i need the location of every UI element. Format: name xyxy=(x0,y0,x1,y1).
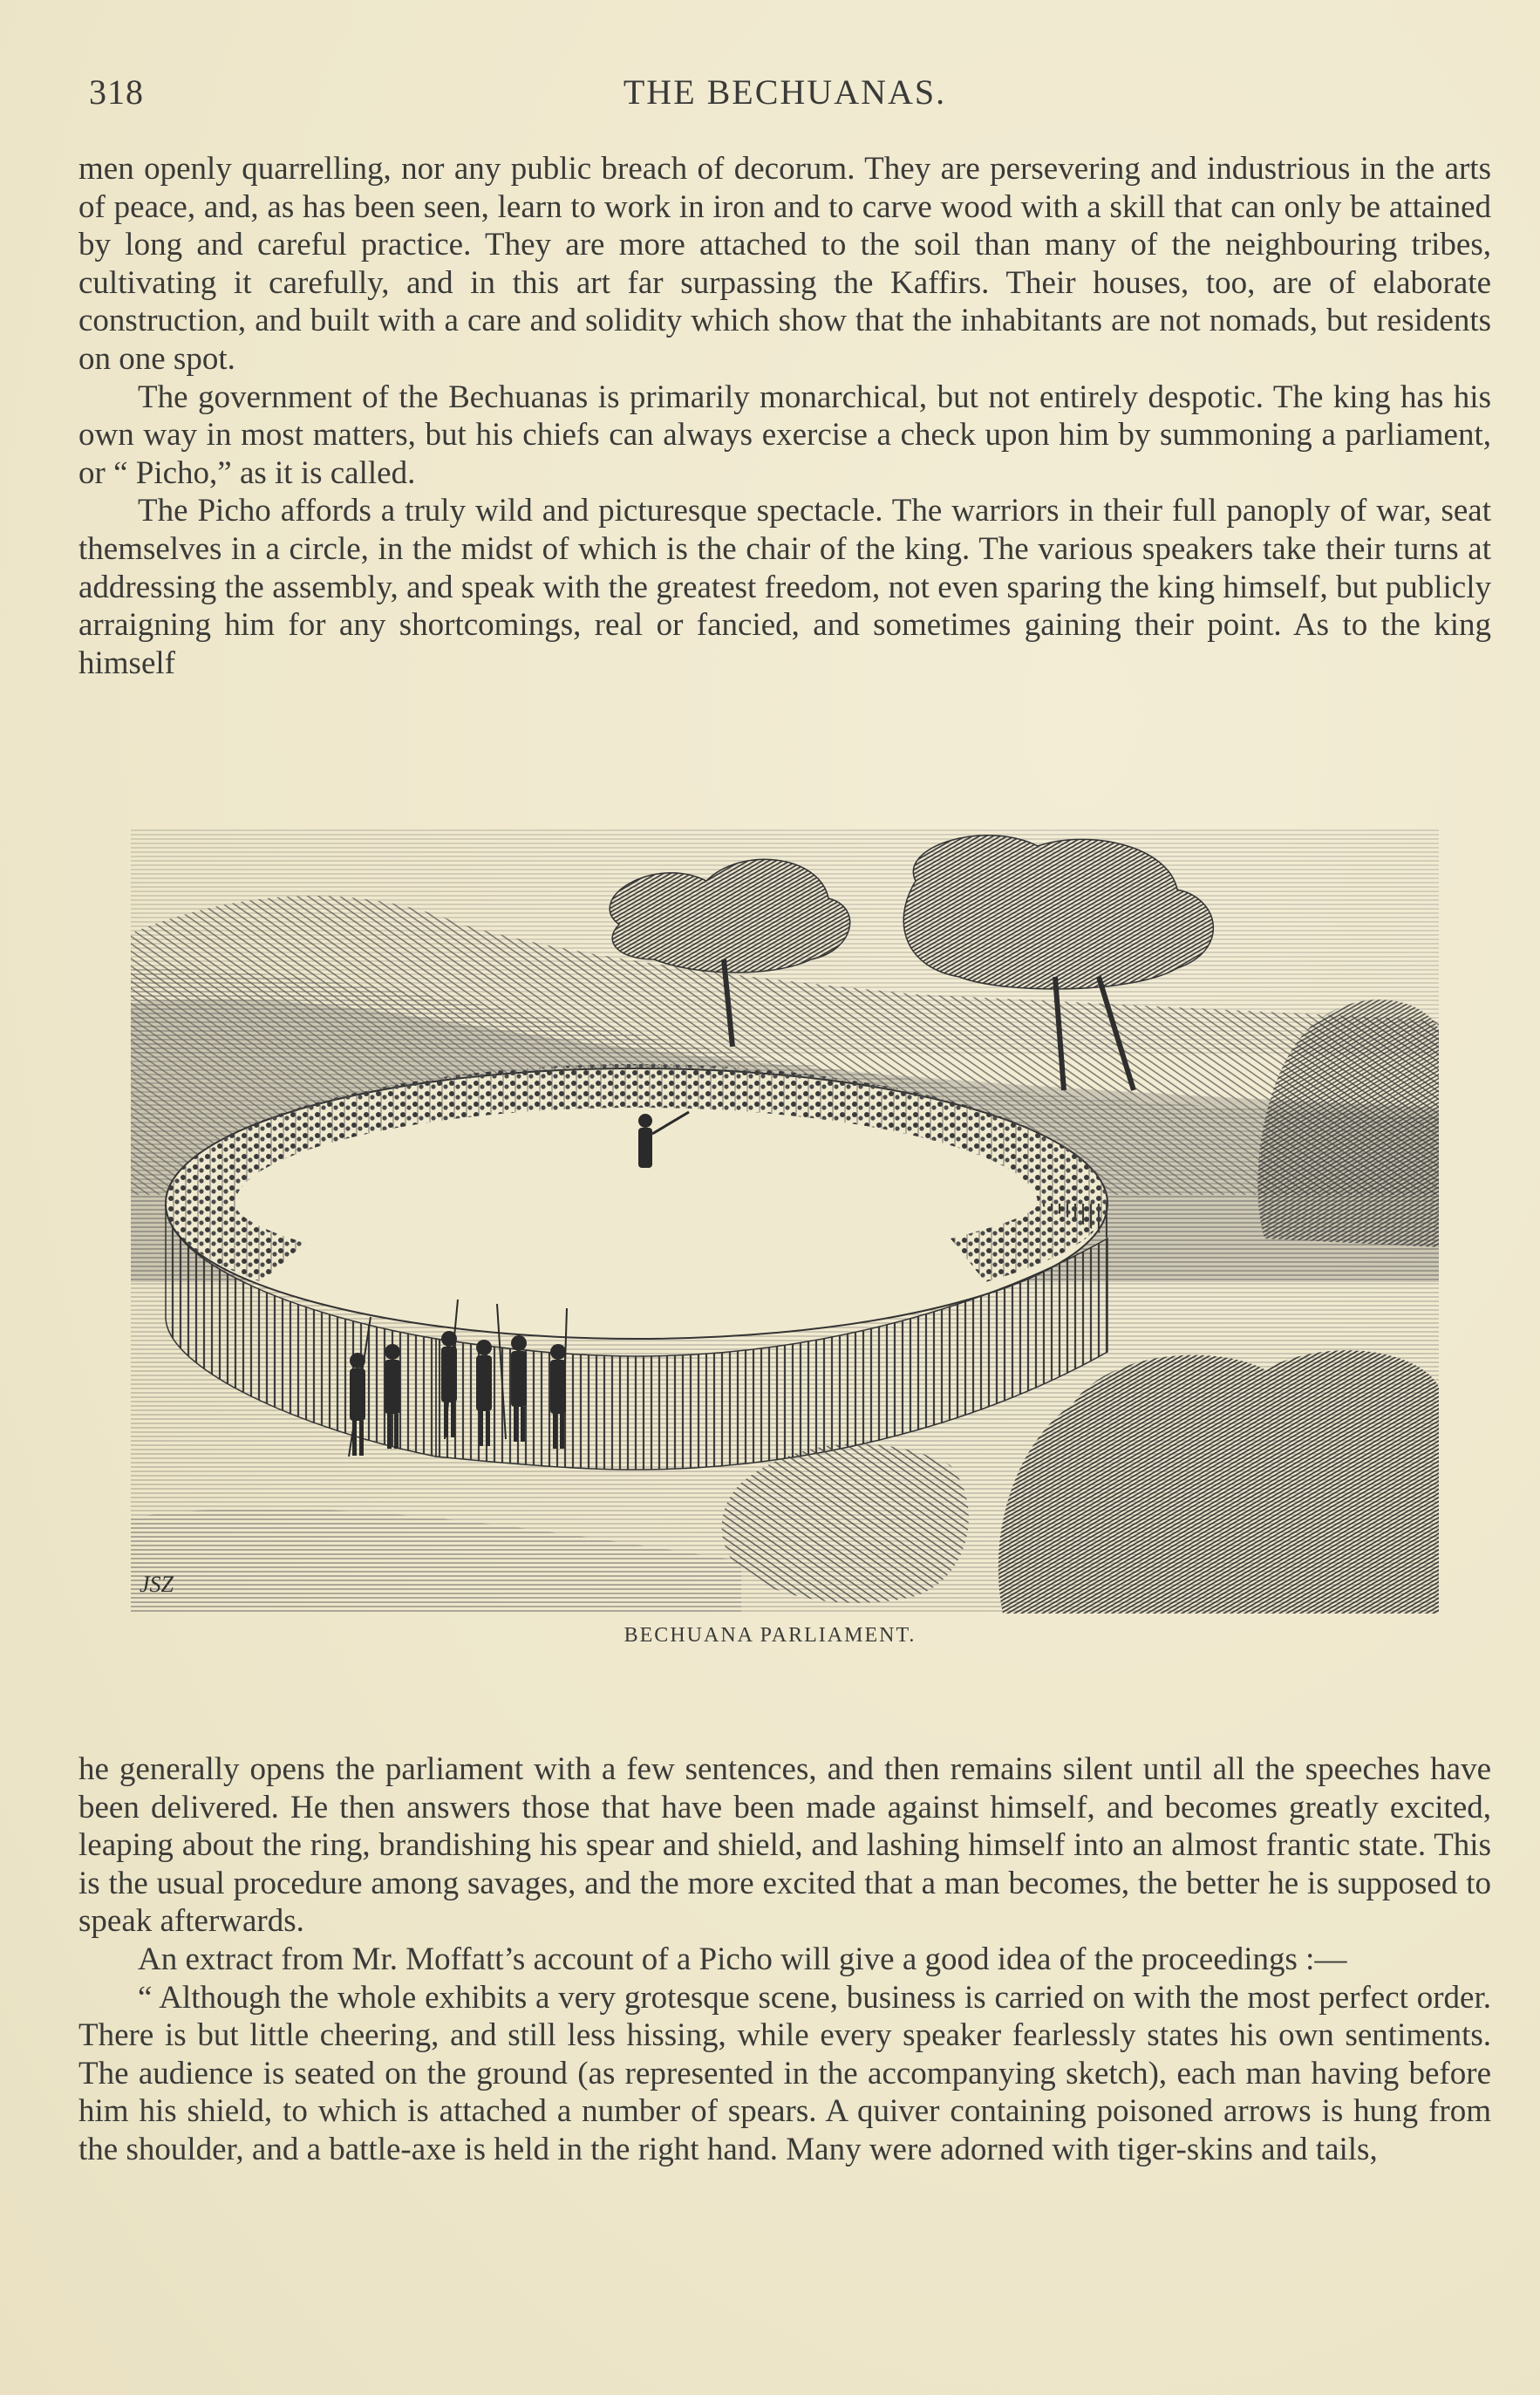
running-head xyxy=(78,72,1491,124)
paragraph: An extract from Mr. Moffatt’s account of a Picho will give a good idea of the proceedings :— xyxy=(138,1941,1347,1977)
engraver-signature: JSZ xyxy=(140,1572,174,1597)
paragraph: “ Although the whole exhibits a very grotesque scene, business is carried on with the most perfect order. There is but little cheering, and still less hissing, while every speaker fearlessly states his own sentiments. The audience is seated on the ground (as represented in the accompanying sketch), each man having before him his shield, to which is attached a number of spears. A quiver containing poisoned arrows is hung from the shoulder, and a battle-axe is held in the right hand. Many were adorned with tiger-skins and tails, xyxy=(78,1979,1491,2167)
paragraph: The government of the Bechuanas is primarily monarchical, but not entirely despotic. The king has his own way in most matters, but his chiefs can always exercise a check upon him by summoning a parliament, or “ Picho,” as it is called. xyxy=(78,379,1491,491)
text-block-top xyxy=(78,150,1491,682)
paragraph: he generally opens the parliament with a few sentences, and then remains silent until all the speeches have been delivered. He then answers those that have been made against himself, and becomes greatly excited, leaping about the ring, brandishing his spear and shield, and lashing himself into an almost frantic state. This is the usual procedure among savages, and the more excited that a man becomes, the better he is supposed to speak afterwards. xyxy=(78,1751,1491,1940)
engraving-illustration xyxy=(131,829,1439,1614)
running-title: THE BECHUANAS. xyxy=(623,72,947,112)
page-number: 318 xyxy=(89,72,144,112)
text-block-bottom xyxy=(78,1750,1491,2169)
paragraph: The Picho affords a truly wild and picturesque spectacle. The warriors in their full panoply of war, seat themselves in a circle, in the midst of which is the chair of the king. The various speakers take their turns at addressing the assembly, and speak with the greatest freedom, not even sparing the king himself, but publicly arraigning him for any shortcomings, real or fancied, and sometimes gaining their point. As to the king himself xyxy=(78,493,1491,681)
paragraph: men openly quarrelling, nor any public breach of decorum. They are persevering and industrious in the arts of peace, and, as has been seen, learn to work in iron and to carve wood with a skill that can only be attained by long and careful practice. They are more attached to the soil than many of the neighbouring tribes, cultivating it carefully, and in this art far surpassing the Kaffirs. Their houses, too, are of elaborate construction, and built with a care and solidity which show that the inhabitants are not nomads, but residents on one spot. xyxy=(78,151,1491,377)
figure-caption: BECHUANA PARLIAMENT. xyxy=(623,1624,917,1647)
